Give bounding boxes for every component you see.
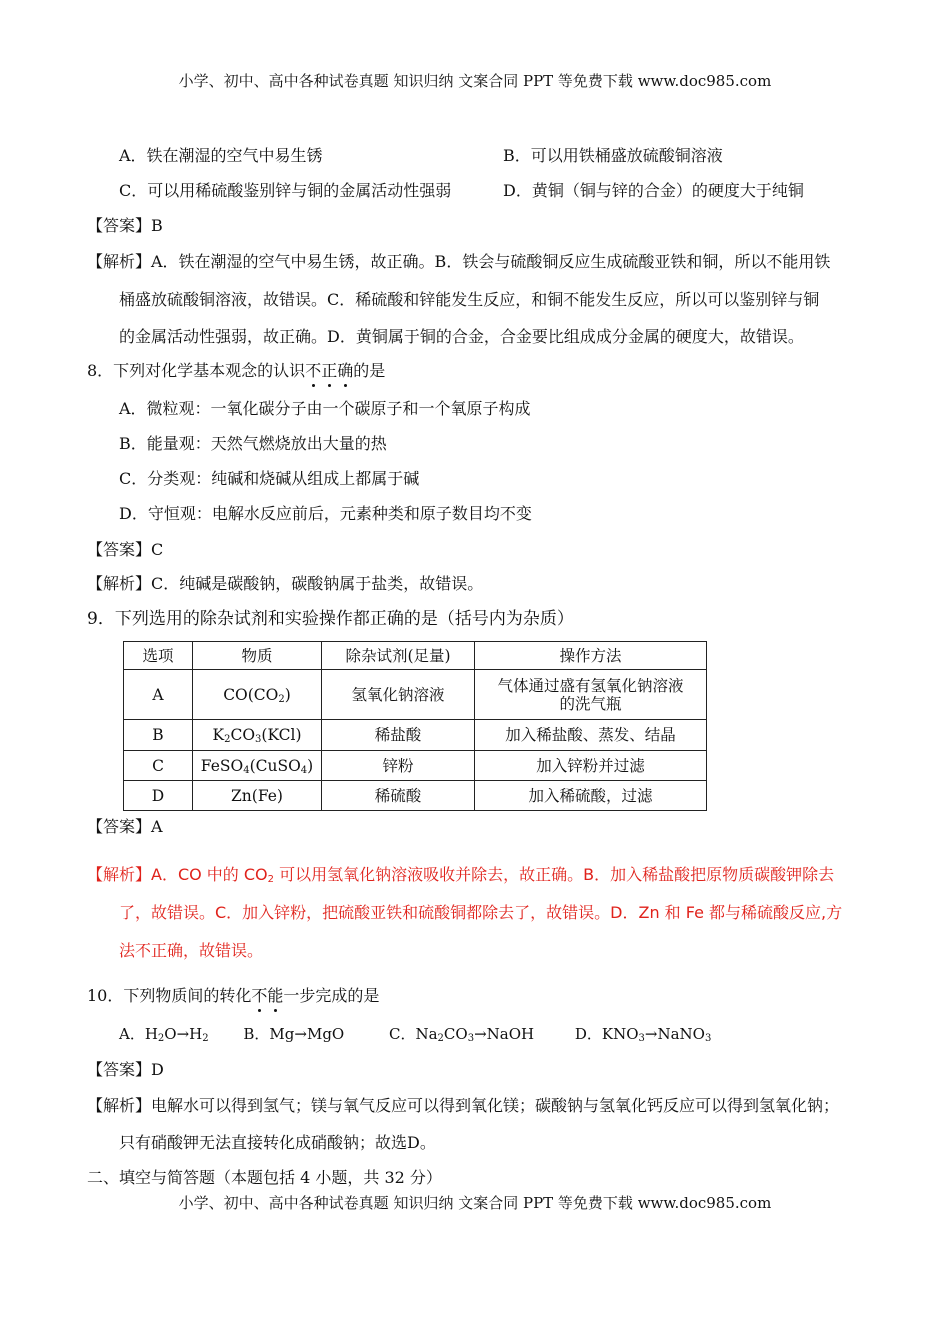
q10-stem: 10．下列物质间的转化不能一步完成的是 <box>87 986 380 1005</box>
q8-stem <box>87 361 385 381</box>
q8-option-a: A．微粒观：一氧化碳分子由一个碳原子和一个氧原子构成 <box>119 399 531 418</box>
table-cell-reagent: 锌粉 <box>322 751 475 781</box>
emphasis-char: 确 <box>337 361 354 380</box>
q10-explanation-line-2: 只有硝酸钾无法直接转化成硝酸钠；故选D。 <box>119 1133 436 1152</box>
q8-explanation: 【解析】C．纯碱是碳酸钠，碳酸钠属于盐类，故错误。 <box>87 574 484 593</box>
table-header-cell: 物质 <box>193 642 322 670</box>
q9-explanation-line-1: 【解析】A．CO 中的 $CO_2$ 可以用氢氧化钠溶液吸收并除去，故正确。B．加入稀盐酸把原物质碳酸钾除去 <box>87 865 835 885</box>
emphasis-char: 正 <box>321 361 338 380</box>
table-cell-substance: Zn(Fe) <box>193 781 322 811</box>
table-cell-operation: 加入稀硫酸，过滤 <box>475 781 707 811</box>
page-footer: 小学、初中、高中各种试卷真题 知识归纳 文案合同 PPT 等免费下载 www.doc985.com <box>178 1194 772 1212</box>
q10-explanation-line-1: 【解析】电解水可以得到氢气；镁与氧气反应可以得到氧化镁；碳酸钠与氢氧化钙反应可以得到氢氧化钠； <box>87 1096 840 1115</box>
table-cell-option: A <box>124 670 193 720</box>
table-cell-reagent: 稀盐酸 <box>322 720 475 751</box>
table-cell-substance: FeSO$_4$(CuSO$_4$) <box>193 751 322 781</box>
table-cell-substance: $K_2CO_3(KCl)$ <box>193 720 322 751</box>
q10-option-a: A．$H_2O\to H_2$ <box>119 1025 209 1044</box>
q7-option-c: C．可以用稀硫酸鉴别锌与铜的金属活动性强弱 <box>119 181 452 200</box>
table-cell-option: B <box>124 720 193 751</box>
q7-answer: 【答案】B <box>87 216 163 235</box>
q9-explanation-line-2: 了，故错误。C．加入锌粉，把硫酸亚铁和硫酸铜都除去了，故错误。D．Zn 和 Fe 都与稀硫酸反应,方 <box>119 903 843 922</box>
table-cell-option: D <box>124 781 193 811</box>
q7-option-d: D．黄铜（铜与锌的合金）的硬度大于纯铜 <box>503 181 804 200</box>
page-header: 小学、初中、高中各种试卷真题 知识归纳 文案合同 PPT 等免费下载 www.doc985.com <box>178 72 772 90</box>
table-row <box>124 751 707 781</box>
q8-stem-end: 的是 <box>353 361 386 380</box>
table-cell-operation: 加入稀盐酸、蒸发、结晶 <box>475 720 707 751</box>
q8-option-b: B．能量观：天然气燃烧放出大量的热 <box>119 434 387 453</box>
table-cell-substance: $CO(CO_2)$ <box>193 670 322 720</box>
impurity-removal-table <box>123 641 707 811</box>
emphasis-char: 不 <box>305 361 322 380</box>
table-header-row <box>124 642 707 670</box>
table-cell-operation: 气体通过盛有氢氧化钠溶液 的洗气瓶 <box>475 670 707 720</box>
q7-option-a: A．铁在潮湿的空气中易生锈 <box>119 146 323 165</box>
q8-answer: 【答案】C <box>87 540 164 559</box>
table-cell-operation: 加入锌粉并过滤 <box>475 751 707 781</box>
table-cell-reagent: 稀硫酸 <box>322 781 475 811</box>
q10-answer: 【答案】D <box>87 1060 164 1079</box>
emphasis-char: 不 <box>251 986 268 1005</box>
emphasis-char: 能 <box>267 986 284 1005</box>
q8-option-c: C．分类观：纯碱和烧碱从组成上都属于碱 <box>119 469 420 488</box>
q8-stem-text: 8．下列对化学基本观念的认识 <box>87 361 306 380</box>
section-heading: 二、填空与简答题（本题包括 4 小题，共 32 分） <box>87 1168 442 1187</box>
table-cell-option: C <box>124 751 193 781</box>
table-cell-reagent: 氢氧化钠溶液 <box>322 670 475 720</box>
table-row <box>124 670 707 720</box>
table-header-cell: 除杂试剂(足量) <box>322 642 475 670</box>
q7-explanation-line-3: 的金属活动性强弱，故正确。D．黄铜属于铜的合金，合金要比组成成分金属的硬度大，故错误。 <box>119 327 804 346</box>
q7-explanation-line-1: 【解析】A．铁在潮湿的空气中易生锈，故正确。B．铁会与硫酸铜反应生成硫酸亚铁和铜，所以不能用铁 <box>87 252 831 271</box>
q10-option-c: C．$Na_2CO_3\to NaOH$ <box>389 1025 535 1044</box>
q9-answer: 【答案】A <box>87 817 163 836</box>
q10-option-d: D．$KNO_3\to NaNO_3$ <box>574 1025 712 1044</box>
q8-option-d: D．守恒观：电解水反应前后，元素种类和原子数目均不变 <box>119 504 532 523</box>
q9-stem: 9．下列选用的除杂试剂和实验操作都正确的是（括号内为杂质） <box>87 609 574 629</box>
table-header-cell: 操作方法 <box>475 642 707 670</box>
q10-option-b: B．Mg→MgO <box>243 1025 345 1043</box>
table-header-cell: 选项 <box>124 642 193 670</box>
table-row <box>124 781 707 811</box>
table-row <box>124 720 707 751</box>
q7-option-b: B．可以用铁桶盛放硫酸铜溶液 <box>503 146 723 165</box>
q7-explanation-line-2: 桶盛放硫酸铜溶液，故错误。C．稀硫酸和锌能发生反应，和铜不能发生反应，所以可以鉴别锌与铜 <box>119 290 820 309</box>
q10-options <box>119 1024 711 1044</box>
q9-explanation-line-3: 法不正确，故错误。 <box>119 941 264 960</box>
